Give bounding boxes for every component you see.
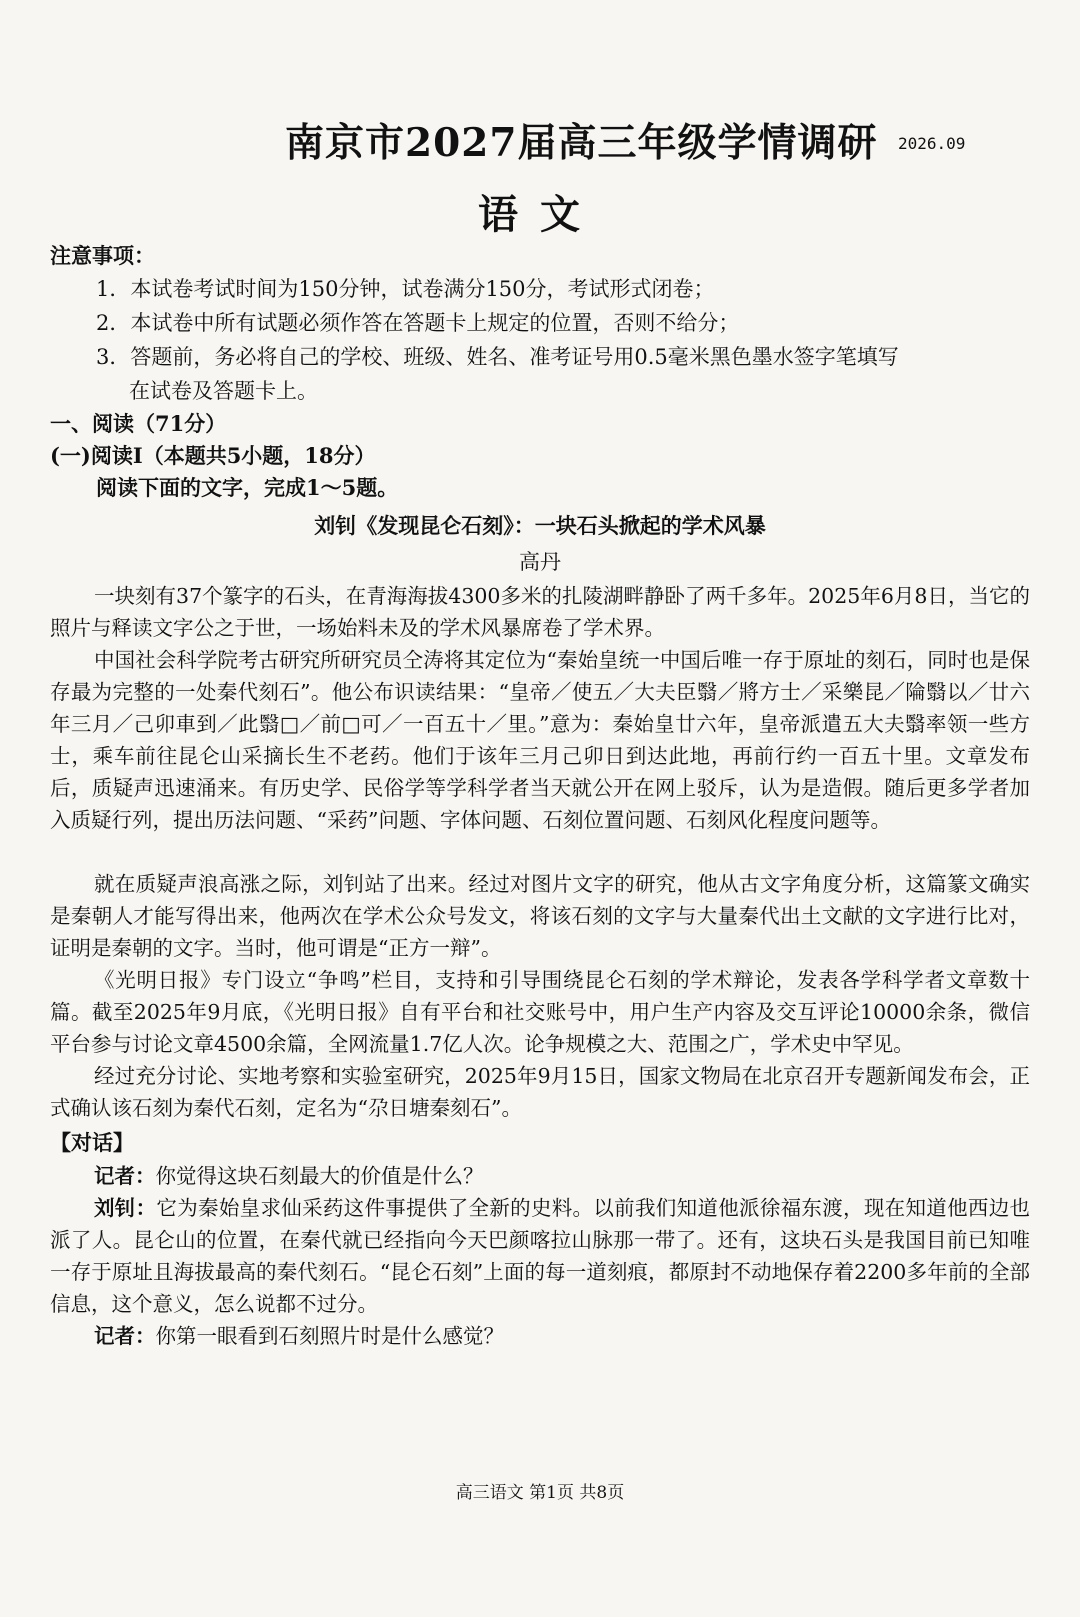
notice-item: 2．本试卷中所有试题必须作答在答题卡上规定的位置，否则不给分； bbox=[96, 311, 740, 335]
article-paragraph: 一块刻有37个篆字的石头，在青海海拔4300多米的扎陵湖畔静卧了两千多年。2025年6月8日，当它的照片与释读文字公之于世，一场始料未及的学术风暴席卷了学术界。 bbox=[50, 584, 1030, 640]
dialogue-text: 它为秦始皇求仙采药这件事提供了全新的史料。以前我们知道他派徐福东渡，现在知道他西边也派了人。昆仑山的位置，在秦代就已经指向今天巴颜喀拉山脉那一带了。还有，这块石头是我国目前已知唯一存于原址且海拔最高的秦代刻石。“昆仑石刻”上面的每一道刻痕，都原封不动地保存着2200多年前的全部信息，这个意义，怎么说都不过分。 bbox=[50, 1196, 1030, 1316]
header bbox=[0, 112, 1080, 172]
exam-title: 南京市2027届高三年级学情调研 bbox=[285, 120, 878, 166]
dialogue-speaker: 记者： bbox=[94, 1324, 156, 1348]
dialogue-turn bbox=[50, 1160, 1030, 1192]
article-paragraph: 经过充分讨论、实地考察和实验室研究，2025年9月15日，国家文物局在北京召开专题新闻发布会，正式确认该石刻为秦代石刻，定名为“尕日塘秦刻石”。 bbox=[50, 1064, 1030, 1120]
dialogue-speaker: 刘钊： bbox=[94, 1196, 157, 1220]
exam-date: 2026.09 bbox=[898, 134, 966, 153]
notice-item: 1．本试卷考试时间为150分钟，试卷满分150分，考试形式闭卷； bbox=[96, 277, 715, 301]
page-footer: 高三语文 第1页 共8页 bbox=[455, 1483, 625, 1503]
dialogue-text: 你觉得这块石刻最大的价值是什么？ bbox=[155, 1164, 484, 1188]
notice-item: 3．答题前，务必将自己的学校、班级、姓名、准考证号用0.5毫米黑色墨水签字笔填写 bbox=[96, 345, 899, 369]
article-title: 刘钊《发现昆仑石刻》：一块石头掀起的学术风暴 bbox=[314, 513, 766, 538]
subsection-heading: (一)阅读Ⅰ（本题共5小题，18分） bbox=[50, 443, 376, 468]
dialogue-turn bbox=[50, 1320, 1030, 1352]
article-paragraph: 中国社会科学院考古研究所研究员仝涛将其定位为“秦始皇统一中国后唯一存于原址的刻石，同时也是保存最为完整的一处秦代刻石”。他公布识读结果：“皇帝／使五／大夫臣翳／將方士／采樂昆／陯翳以／廿六年三月／己卯車到／此翳□／前□可／一百五十／里。”意为：秦始皇廿六年，皇帝派遣五大夫翳率领一些方士，乘车前往昆仑山采摘长生不老药。他们于该年三月己卯日到达此地，再前行约一百五十里。文章发布后，质疑声迅速涌来。有历史学、民俗学等学科学者当天就公开在网上驳斥，认为是造假。随后更多学者加入质疑行列，提出历法问题、“采药”问题、字体问题、石刻位置问题、石刻风化程度问题等。 bbox=[50, 648, 1030, 832]
dialogue-turn bbox=[50, 1192, 1030, 1320]
article-paragraph: 《光明日报》专门设立“争鸣”栏目，支持和引导围绕昆仑石刻的学术辩论，发表各学科学者文章数十篇。截至2025年9月底，《光明日报》自有平台和社交账号中，用户生产内容及交互评论10000余条，微信平台参与讨论文章4500余篇，全网流量1.7亿人次。论争规模之大、范围之广，学术史中罕见。 bbox=[50, 968, 1030, 1056]
article-paragraph: 就在质疑声浪高涨之际，刘钊站了出来。经过对图片文字的研究，他从古文字角度分析，这篇篆文确实是秦朝人才能写得出来，他两次在学术公众号发文，将该石刻的文字与大量秦代出土文献的文字进行比对，证明是秦朝的文字。当时，他可谓是“正方一辩”。 bbox=[50, 872, 1030, 960]
section-heading: 一、阅读（71分） bbox=[50, 411, 227, 436]
notice-item: 在试卷及答题卡上。 bbox=[129, 379, 318, 403]
dialogue-speaker: 记者： bbox=[94, 1164, 156, 1188]
subject-title: 语文 bbox=[478, 191, 602, 238]
dialogue-heading: 【对话】 bbox=[50, 1130, 134, 1155]
reading-instruction: 阅读下面的文字，完成1～5题。 bbox=[96, 475, 399, 500]
notice-heading: 注意事项： bbox=[50, 243, 155, 268]
dialogue-text: 你第一眼看到石刻照片时是什么感觉？ bbox=[155, 1324, 504, 1348]
article-author: 高丹 bbox=[519, 550, 561, 574]
